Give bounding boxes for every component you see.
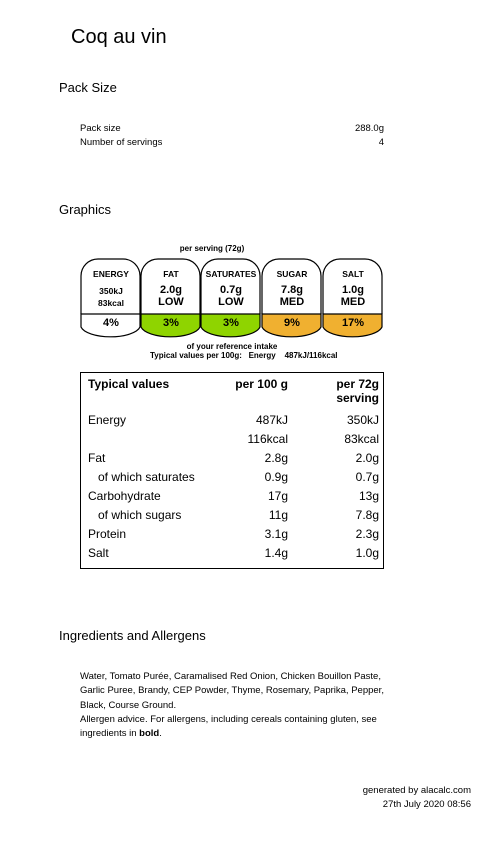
tl-energy-kj: 350kJ	[99, 286, 123, 296]
row-per100: 17g	[267, 489, 288, 503]
tl-energy	[81, 258, 141, 340]
graphics-heading: Graphics	[59, 202, 112, 217]
row-per100: 3.1g	[264, 527, 288, 541]
tl-fat-name: FAT	[163, 269, 179, 279]
tl-sugar-name: SUGAR	[276, 269, 308, 279]
traffic-light-label	[80, 258, 384, 340]
pack-size-heading: Pack Size	[59, 80, 117, 95]
header-typical-values: Typical values	[88, 377, 170, 391]
allergen-advice-end: .	[159, 728, 162, 740]
tl-sugar-amount: 7.8g	[280, 284, 303, 296]
row-label: of which sugars	[98, 508, 182, 522]
row-per100: 0.9g	[264, 470, 288, 484]
generated-timestamp: 27th July 2020 08:56	[382, 799, 471, 811]
ingredients-heading: Ingredients and Allergens	[59, 628, 206, 643]
row-label	[81, 432, 218, 451]
row-per100: 487kJ	[255, 413, 288, 427]
servings-value: 4	[378, 137, 384, 148]
tl-fat-amount: 2.0g	[159, 284, 182, 296]
ingredients-text: Water, Tomato Purée, Caramalised Red Onion, Chicken Bouillon Paste, Garlic Puree, Brandy, CEP Powder, Thyme, Rosemary, Paprika, Pepper, Black, Course Ground.	[80, 671, 384, 711]
row-label: Protein	[88, 527, 127, 541]
row-serving: 2.0g	[355, 451, 379, 465]
tl-saturates-amount: 0.7g	[219, 284, 242, 296]
row-label: Energy	[88, 413, 127, 427]
ingredients-block	[80, 670, 400, 741]
row-serving: 350kJ	[346, 413, 379, 427]
tl-salt-percent: 17%	[341, 317, 365, 329]
row-serving: 7.8g	[355, 508, 379, 522]
header-per-serving: per 72g serving	[336, 377, 379, 405]
tl-energy-name: ENERGY	[93, 269, 129, 279]
row-label: Salt	[88, 546, 109, 560]
tl-salt-name: SALT	[342, 269, 364, 279]
tl-fat-level: LOW	[158, 296, 184, 308]
header-per-100g: per 100 g	[235, 377, 288, 391]
table-row	[81, 508, 384, 527]
row-per100: 1.4g	[264, 546, 288, 560]
tl-saturates-name: SATURATES	[205, 269, 257, 279]
pack-size-label: Pack size	[80, 123, 121, 134]
tl-saturates	[201, 258, 261, 340]
tl-energy-kcal: 83kcal	[98, 298, 124, 308]
tl-sugar-percent: 9%	[284, 317, 300, 329]
row-serving: 0.7g	[355, 470, 379, 484]
table-row	[81, 546, 384, 569]
servings-row	[80, 137, 384, 148]
row-label: Carbohydrate	[88, 489, 161, 503]
typical-values-line: Typical values per 100g: Energy 487kJ/116kcal	[150, 351, 338, 360]
tl-sugar-level: MED	[279, 296, 305, 308]
tl-fat-percent: 3%	[163, 317, 179, 329]
reference-intake-label: of your reference intake	[186, 342, 278, 351]
row-serving: 1.0g	[355, 546, 379, 560]
tl-salt	[323, 258, 383, 340]
row-serving: 13g	[358, 489, 379, 503]
row-per100: 11g	[268, 508, 288, 522]
allergen-advice-text: Allergen advice. For allergens, including cereals containing gluten, see ingredients in	[80, 713, 377, 740]
nutrition-table	[80, 372, 384, 569]
generated-by-link[interactable]: generated by alacalc.com	[362, 785, 471, 796]
table-row	[81, 432, 384, 451]
pack-size-value: 288.0g	[354, 123, 384, 134]
tl-salt-level: MED	[340, 296, 366, 308]
row-label: Fat	[88, 451, 106, 465]
footer	[363, 784, 471, 813]
recipe-title: Coq au vin	[71, 26, 167, 48]
row-label: of which saturates	[98, 470, 195, 484]
pack-size-row	[80, 123, 384, 134]
table-row	[81, 489, 384, 508]
row-serving: 83kcal	[344, 432, 379, 446]
tl-saturates-percent: 3%	[223, 317, 239, 329]
allergen-advice	[80, 713, 400, 742]
per-serving-label: per serving (72g)	[179, 244, 245, 253]
table-row	[81, 407, 384, 432]
tl-fat	[141, 258, 201, 340]
row-serving: 2.3g	[355, 527, 379, 541]
table-row	[81, 470, 384, 489]
table-row	[81, 451, 384, 470]
tl-sugar	[262, 258, 322, 340]
row-per100: 2.8g	[264, 451, 288, 465]
tl-energy-percent: 4%	[103, 317, 119, 329]
row-per100: 116kcal	[247, 432, 288, 446]
tl-saturates-level: LOW	[218, 296, 244, 308]
table-row	[81, 527, 384, 546]
nutrition-header-row	[81, 373, 384, 408]
tl-salt-amount: 1.0g	[341, 284, 364, 296]
allergen-bold-word: bold	[139, 728, 160, 740]
servings-label: Number of servings	[80, 137, 163, 148]
